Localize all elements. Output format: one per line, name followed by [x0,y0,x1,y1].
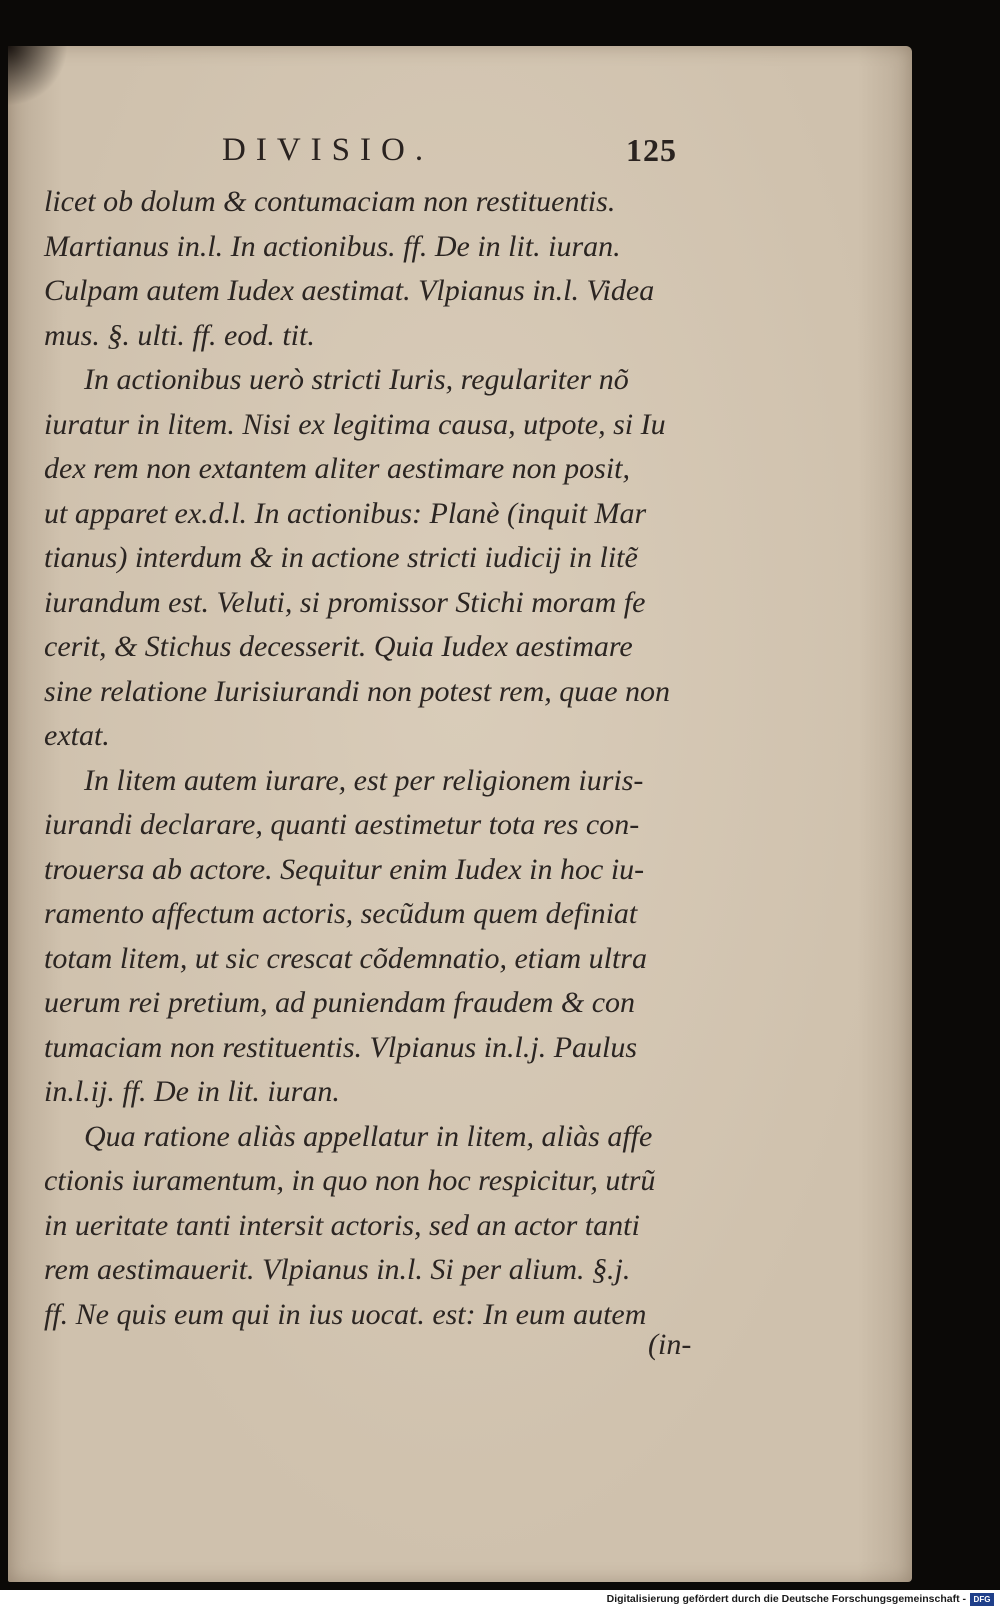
digitization-footer [0,1590,1000,1610]
text-line: ctionis iuramentum, in quo non hoc respicitur, utrũ [44,1164,656,1197]
text-line: ramento affectum actoris, secũdum quem definiat [44,897,638,930]
running-head [54,132,694,172]
page-number: 125 [626,132,677,168]
running-title: DIVISIO. [222,132,434,168]
text-line: tianus) interdum & in actione stricti iudicij in litẽ [44,541,638,574]
text-line: mus. §. ulti. ff. eod. tit. [44,318,315,352]
text-line: rem aestimauerit. Vlpianus in.l. Si per alium. §.j. [44,1253,631,1286]
text-line: totam litem, ut sic crescat cõdemnatio, etiam ultra [44,941,647,975]
page-corner-shadow [8,46,68,106]
text-line: extat. [44,719,110,752]
text-line: sine relatione Iurisiurandi non potest rem, quae non [44,674,671,708]
text-line: iuratur in litem. Nisi ex legitima causa, utpote, si Iu [44,407,666,441]
text-line: ff. Ne quis eum qui in ius uocat. est: In eum autem [44,1297,647,1331]
text-line: licet ob dolum & contumaciam non restituentis. [44,185,616,218]
text-line: uerum rei pretium, ad puniendam fraudem & con [44,986,636,1019]
text-line: In litem autem iurare, est per religionem iuris- [84,763,644,797]
text-line: Culpam autem Iudex aestimat. Vlpianus in.l. Videa [44,274,655,307]
text-line: ut apparet ex.d.l. In actionibus: Planè (inquit Mar [44,496,647,530]
text-line: iurandum est. Veluti, si promissor Stichi moram fe [44,585,646,619]
text-line: Qua ratione aliàs appellatur in litem, aliàs affe [84,1119,653,1153]
text-line: tumaciam non restituentis. Vlpianus in.l.j. Paulus [44,1030,638,1064]
body-text [44,180,712,1337]
catchword: (in- [648,1328,692,1361]
footer-credit: Digitalisierung gefördert durch die Deutsche Forschungsgemeinschaft - [606,1593,966,1605]
text-line: In actionibus uerò stricti Iuris, regulariter nõ [84,363,629,396]
text-line: in.l.ij. ff. De in lit. iuran. [44,1075,340,1108]
text-line: cerit, & Stichus decesserit. Quia Iudex aestimare [44,630,633,663]
text-line: iurandi declarare, quanti aestimetur tota res con- [44,808,640,841]
dfg-logo: DFG [970,1593,994,1606]
text-line: Martianus in.l. In actionibus. ff. De in lit. iuran. [44,229,621,263]
text-line: trouersa ab actore. Sequitur enim Iudex in hoc iu- [44,852,645,886]
text-line: in ueritate tanti intersit actoris, sed an actor tanti [44,1208,640,1242]
text-line: dex rem non extantem aliter aestimare non posit, [44,452,630,485]
